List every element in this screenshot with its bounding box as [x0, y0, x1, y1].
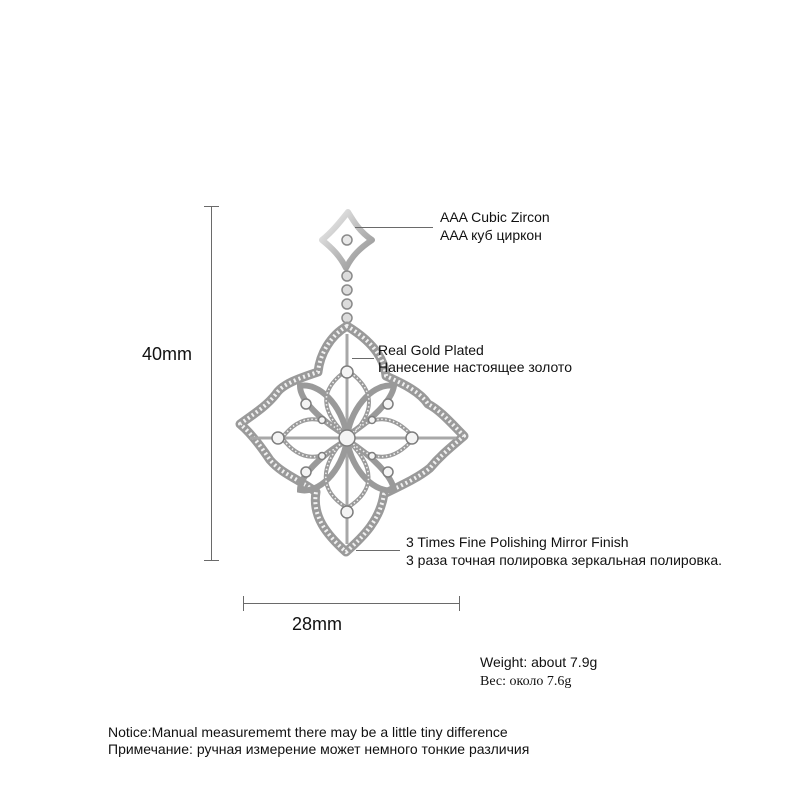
notice-ru: Примечание: ручная измерение может немного тонкие различия [108, 741, 530, 757]
callout-zircon-en: AAA Cubic Zircon [440, 209, 550, 225]
callout-polish-leader [356, 550, 400, 551]
weight-info [480, 653, 597, 691]
width-dimension-cap-right [459, 596, 460, 611]
height-dimension-cap-bottom [204, 560, 219, 561]
weight-en: Weight: about 7.9g [480, 654, 598, 670]
callout-polish-en: 3 Times Fine Polishing Mirror Finish [406, 534, 629, 550]
callout-gold-en: Real Gold Plated [378, 342, 484, 358]
width-dimension-line [243, 603, 459, 604]
pendant-link [342, 271, 352, 323]
height-dimension-line [211, 206, 212, 560]
height-dimension-label: 40mm [142, 344, 193, 364]
callout-gold-ru: Нанесение настоящее золото [378, 359, 572, 375]
width-dimension-cap-left [243, 596, 244, 611]
callout-zircon-leader [355, 227, 433, 228]
callout-gold-leader [352, 358, 374, 359]
notice-en: Notice:Manual measurememt there may be a little tiny difference [108, 724, 508, 740]
height-dimension-cap-top [204, 206, 219, 207]
notice [108, 724, 529, 758]
callout-zircon-ru: AAA куб циркон [440, 227, 542, 243]
weight-ru: Вес: около 7.6g [480, 674, 572, 689]
width-dimension-label: 28mm [292, 614, 343, 634]
callout-polish-ru: 3 раза точная полировка зеркальная полировка. [406, 552, 723, 568]
